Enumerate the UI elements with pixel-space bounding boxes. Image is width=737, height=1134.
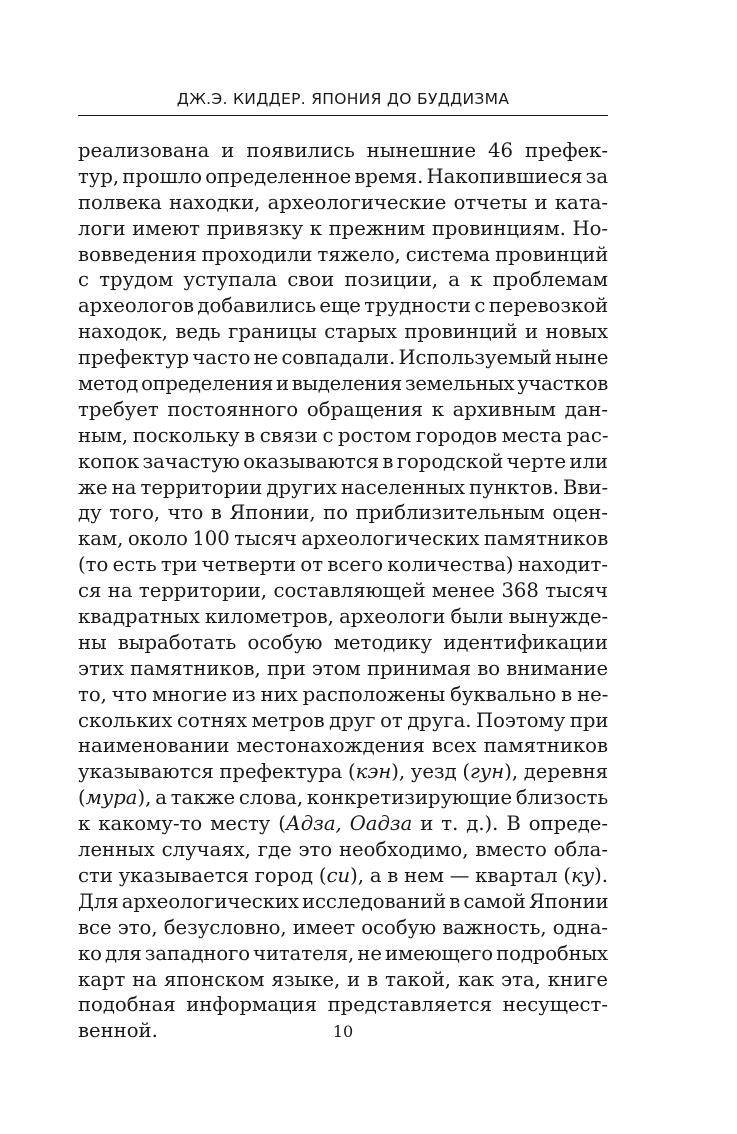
- text-run: (: [78, 786, 86, 810]
- text-run: подобная информация представляется несущест-: [78, 993, 608, 1017]
- text-run: венной.: [78, 1019, 158, 1043]
- text-line: [78, 630, 608, 656]
- text-line: [78, 759, 608, 785]
- text-run: (то есть три четверти от всего количества) находит-: [78, 553, 608, 577]
- text-run: префектур часто не совпадали. Используемый ныне: [78, 346, 609, 370]
- text-line: [78, 423, 608, 449]
- text-line: [78, 915, 608, 941]
- text-line: [78, 190, 608, 216]
- text-run: сти указывается город (: [78, 863, 327, 887]
- text-run: к какому-то месту (: [78, 812, 286, 836]
- text-line: [78, 863, 608, 889]
- text-run: археологов добавились еще трудности с перевозкой: [78, 294, 609, 318]
- italic-term: ку: [571, 863, 595, 887]
- text-line: [78, 733, 608, 759]
- text-run: ), уезд (: [391, 760, 470, 784]
- text-run: вовведения проходили тяжело, система провинций: [78, 242, 609, 266]
- text-run: ленных случаях, где это необходимо, вместо обла-: [78, 838, 608, 862]
- text-run: квадратных километров, археологи были вынужде-: [78, 605, 609, 629]
- text-run: полвека находки, археологические отчеты и ката-: [78, 190, 608, 214]
- text-run: реализована и появились нынешние 46 префек-: [78, 139, 608, 162]
- text-line: [78, 941, 608, 967]
- text-run: ко для западного читателя, не имеющего подробных: [78, 941, 608, 965]
- text-line: [78, 293, 608, 319]
- text-line: [78, 837, 608, 863]
- text-line: [78, 656, 608, 682]
- text-run: логи имеют привязку к прежним провинциям. Но-: [78, 216, 608, 240]
- text-run: ), а также слова, конкретизирующие близость: [137, 786, 609, 810]
- text-run: ны выработать особую методику идентификации: [78, 630, 608, 654]
- text-line: [78, 267, 608, 293]
- text-line: [78, 164, 608, 190]
- text-line: [78, 500, 608, 526]
- text-run: то, что многие из них расположены буквально в не-: [78, 682, 609, 706]
- text-line: [78, 785, 608, 811]
- text-run: копок зачастую оказываются в городской черте или: [78, 449, 608, 473]
- text-run: ным, поскольку в связи с ростом городов места рас-: [78, 423, 609, 447]
- text-line: [78, 708, 608, 734]
- text-run: указываются префектура (: [78, 760, 356, 784]
- text-run: ся на территории, составляющей менее 368 тысяч: [78, 579, 608, 603]
- italic-term: кэн: [355, 760, 392, 784]
- text-run: Для археологических исследований в самой Японии: [78, 889, 609, 913]
- text-line: [78, 319, 608, 345]
- text-run: с трудом уступала свои позиции, а к проблемам: [78, 268, 608, 292]
- text-run: тур, прошло определенное время. Накопившиеся за: [78, 164, 608, 188]
- italic-term: гун: [470, 760, 505, 784]
- text-line: [78, 552, 608, 578]
- text-run: кам, около 100 тысяч археологических памятников: [78, 527, 609, 551]
- text-run: этих памятников, при этом принимая во внимание: [78, 656, 609, 680]
- text-line: [78, 449, 608, 475]
- running-title: ДЖ.Э. КИДДЕР. ЯПОНИЯ ДО БУДДИЗМА: [176, 90, 510, 108]
- text-line: [78, 967, 608, 993]
- text-run: метод определения и выделения земельных участков: [78, 372, 608, 396]
- text-line: [78, 397, 608, 423]
- text-run: ду того, что в Японии, по приблизительным оцен-: [78, 501, 608, 525]
- text-run: находок, ведь границы старых провинций и новых: [78, 320, 608, 344]
- text-line: [78, 578, 608, 604]
- text-run: ), деревня: [504, 760, 608, 784]
- header-rule: [78, 115, 608, 116]
- text-line: [78, 889, 608, 915]
- text-line: [78, 242, 608, 268]
- text-run: требует постоянного обращения к архивным дан-: [78, 397, 608, 421]
- italic-term: мура: [85, 786, 138, 810]
- body-paragraph: [78, 138, 608, 1044]
- text-line: [78, 138, 608, 164]
- text-run: же на территории других населенных пунктов. Вви-: [78, 475, 609, 499]
- text-run: наименовании местонахождения всех памятников: [78, 734, 608, 758]
- text-line: [78, 526, 608, 552]
- page-number: 10: [332, 1022, 354, 1041]
- text-line: [78, 992, 608, 1018]
- text-run: скольких сотнях метров друг от друга. Поэтому при: [78, 708, 609, 732]
- text-run: и т. д.). В опреде-: [412, 812, 608, 836]
- text-line: [78, 371, 608, 397]
- text-line: [78, 682, 608, 708]
- text-run: ), а в нем — квартал (: [350, 863, 572, 887]
- text-run: ).: [594, 863, 609, 887]
- text-line: [78, 604, 608, 630]
- text-line: [78, 475, 608, 501]
- text-line: [78, 811, 608, 837]
- italic-term: си: [326, 863, 351, 887]
- text-line: [78, 216, 608, 242]
- text-run: все это, безусловно, имеет особую важность, одна-: [78, 915, 608, 939]
- text-run: карт на японском языке, и в такой, как эта, книге: [78, 967, 608, 991]
- italic-term: Адза, Оадза: [285, 812, 413, 836]
- text-line: [78, 345, 608, 371]
